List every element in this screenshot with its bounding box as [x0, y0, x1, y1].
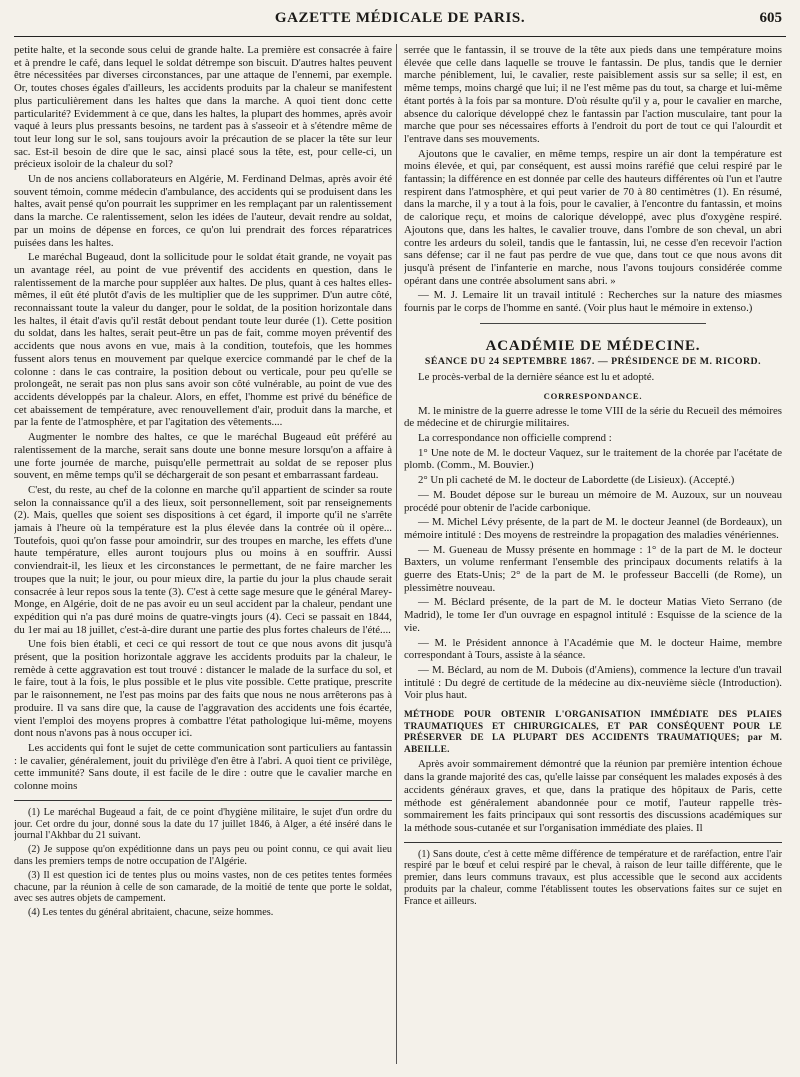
- paragraph: La correspondance non officielle comprend :: [418, 431, 612, 444]
- paragraph: — M. le Président annonce à l'Académie que M. le docteur Haime, membre correspondant à Tours, assiste à la séance.: [404, 636, 782, 662]
- paragraph: Le maréchal Bugeaud, dont la sollicitude pour le soldat était grande, ne voyait pas un avantage réel, au point de vue préventif des accidents en question, dans le ralentissement de la marche pour suppléer aux haltes. De plus, quant à ces haltes elles-mêmes, il eût été plutôt d'avis de les multiplier que de les supprimer. D'un autre côté, reconnaissant toute la valeur du danger, pour le soldat, de la position horizontale dans les haltes, il était d'avis qu'il restât debout pendant toute leur durée (1). Cette position du soldat, dans les haltes, serait peut-être un pas de fait, comme moyen préventif des accidents que nous avons en vue, mais à la condition, toutefois, que les hommes fussent alors tenus en mouvement par quelque exercice commandé par le chef de la colonne : dans le cas contraire, la position debout ou verticale, pour peu qu'elle se prolongeât, ne serait pas non plus sans avoir son côté vulnérable, au point de vue des accidents développés par la chaleur. Alors, en effet, l'homme est privé du bénéfice de cet abaissement de température, avec renouvellement d'air, produit dans la marche, et par la fente de l'atmosphère, et par l'agitation des vêtements....: [14, 251, 392, 429]
- footnote: (1) Le maréchal Bugeaud a fait, de ce point d'hygiène militaire, le sujet d'un ordre du jour. Cet ordre du jour, donné sous la date du 17 juillet 1846, à Alger, a été inséré dans le journal l'Akhbar du 21 suivant.: [14, 806, 392, 842]
- footnote: (2) Je suppose qu'on expéditionne dans un pays peu ou point connu, ce qui avait lieu dans les premiers temps de notre occupation de l'Algérie.: [14, 844, 392, 867]
- page-number: 605: [759, 10, 782, 26]
- paragraph: Ajoutons que le cavalier, en même temps, respire un air dont la température est moins élevée, et qui, par conséquent, est aussi moins raréfié que celui respiré par le fantassin; la différence en est donnée par celle des hauteurs différentes où l'un et l'autre respirent dans l'atmosphère, et qui peut varier de 70 à 80 centimètres (1). En résumé, dans la marche, il y a tout à la fois, pour le cavalier, à l'encontre du fantassin, et moins de calorique reçu, et moins de calorique développé, avec plus d'oxygène respiré. Ajoutons que, dans les haltes, le cavalier trouve, dans l'ombre de son cheval, un abri contre les ardeurs du soleil, tandis que le fantassin, lui, ne cesse d'en recevoir l'action sans défense; car il ne faut pas perdre de vue que, dans tout ce que nous avons dit jusqu'à présent de l'infanterie en marche, nous l'avons toujours considérée comme opérant dans une contrée absolument sans abri. »: [404, 147, 782, 287]
- paragraph: Un de nos anciens collaborateurs en Algérie, M. Ferdinand Delmas, après avoir été souvent témoin, comme médecin d'ambulance, des accidents qui se produisent dans les haltes, avait pensé qu'on pourrait les supprimer en les remplaçant par un ralentissement dans la marche. Ce ralentissement, selon les idées de l'auteur, devait rendre au soldat, par un moins de dépense en forces, ce qu'on lui prendrait des forces réparatrices puisées dans les haltes.: [14, 173, 392, 249]
- section-title: ACADÉMIE DE MÉDECINE.: [485, 337, 701, 354]
- footnote: (4) Les tentes du général abritaient, chacune, seize hommes.: [28, 907, 274, 919]
- column-divider: [396, 44, 397, 1064]
- correspondence-heading: CORRESPONDANCE.: [543, 390, 643, 401]
- session-heading: SÉANCE DU 24 SEPTEMBRE 1867. — PRÉSIDENCE DE M. RICORD.: [424, 356, 762, 368]
- journal-title: GAZETTE MÉDICALE DE PARIS.: [274, 10, 526, 26]
- header-rule: [14, 36, 786, 37]
- paragraph: Après avoir sommairement démontré que la réunion par première intention échoue dans la grande majorité des cas, qu'elle laisse par conséquent les malades exposés à des accidents généraux graves, et que, dans la pratique des hôpitaux de Paris, cette méthode est généralement abandonnée pour ce motif, l'auteur rappelle très-sommairement les faits principaux qui sont ressortis des discussions académiques sur la méthode sous-cutanée et sur l'organisation immédiate des plaies. Il: [404, 758, 782, 834]
- paragraph: Les accidents qui font le sujet de cette communication sont particuliers au fantassin : le cavalier, généralement, jouit du privilège d'en être à l'abri. A quoi tient ce privilège, cette immunité? Sans doute, il est facile de le dire : outre que le cavalier marche en colonne moins: [14, 741, 392, 793]
- paragraph: serrée que le fantassin, il se trouve de la tête aux pieds dans une température moins élevée que celle dans laquelle se trouve le fantassin. De plus, tandis que le dernier marche péniblement, lui, le cavalier, reste paisiblement assis sur sa selle; il est, en même temps, moins chargé que lui; il ne l'est même pas du tout, sa charge et lui-même étant portés à la fois par sa monture. D'où résulte qu'il y a, pour le cavalier en marche, absence du calorique développé chez le fantassin par l'action musculaire, tant pour la marche que pour ses nécessaires efforts à l'endroit du port de tout ce qui l'alourdit et l'entrave dans ses mouvements.: [404, 44, 782, 145]
- paragraph: — M. J. Lemaire lit un travail intitulé : Recherches sur la nature des miasmes fournis par le corps de l'homme en santé. (Voir plus haut le mémoire in extenso.): [404, 289, 782, 315]
- paragraph: Le procès-verbal de la dernière séance est lu et adopté.: [418, 371, 655, 384]
- section-rule: [480, 323, 707, 324]
- paragraph: 2° Un pli cacheté de M. le docteur de Labordette (de Lisieux). (Accepté.): [418, 474, 735, 487]
- paragraph: Augmenter le nombre des haltes, ce que le maréchal Bugeaud eût préféré au ralentissement de la marche, serait sans doute une bonne mesure lorsqu'on a affaire à une forte journée de marche, puisqu'elle permettrait au soldat de se reposer plus souvent, en même temps qu'il se déchargerait de son pesant et embarrassant fardeau.: [14, 431, 392, 482]
- paragraph: — M. Boudet dépose sur le bureau un mémoire de M. Auzoux, sur un nouveau procédé pour obtenir de l'acide carbonique.: [404, 488, 782, 514]
- paragraph: petite halte, et la seconde sous celui de grande halte. La première est consacrée à faire et à prendre le café, dans lequel le soldat détrempe son biscuit. D'autres haltes peuvent être nécessitées par diverses circonstances, par une attaque de l'ennemi, par exemple. Or, toutes choses égales d'ailleurs, les accidents produits par la chaleur se manifestent plus particulièrement dans les haltes que dans la marche. A quoi tient donc cette particularité? Evidemment à ce que, dans les haltes, la plupart des hommes, après avoir vaqué à leurs plus pressants besoins, ne tardent pas à s'asseoir et à s'étendre même de tout leur long sur le sol, sans toujours avoir la précaution de se placer la tête sur leur sac. Est-il besoin de dire que le sac, ainsi placé sous la tête, est, pour celle-ci, un précieux isoloir de la chaleur du sol?: [14, 44, 392, 171]
- left-column: [14, 44, 392, 1067]
- paragraph: Une fois bien établi, et ceci ce qui ressort de tout ce que nous avons dit jusqu'à présent, que la position horizontale aggrave les accidents produits par la chaleur, le remède à cette aggravation est tout trouvé : distancer le malade de la surface du sol, et le faire, tout à la fois, le plus possible et le plus vite possible. Cette pratique, prescrite par le raisonnement, ne l'est pas moins par des faits que nous ne nous arrêterons pas à produire. Il va sans dire que, la cause de l'aggravation des accidents une fois écartée, vient l'emploi des moyens propres à combattre l'état pathologique lui-même, moyens dont nous n'avons pas à nous occuper ici.: [14, 638, 392, 740]
- paragraph: — M. Gueneau de Mussy présente en hommage : 1° de la part de M. le docteur Baxters, un volume renfermant l'ensemble des principaux documents relatifs à la guerre des Etats-Unis; 2° de la part de M. le professeur Baccelli (de Rome), un plessimètre nouveau.: [404, 543, 782, 594]
- footnote-rule: [404, 842, 782, 843]
- footnote-rule: [14, 800, 392, 801]
- method-heading: MÉTHODE POUR OBTENIR L'ORGANISATION IMMÉDIATE DES PLAIES TRAUMATIQUES ET CHIRURGICALES, ET PAR CONSÉQUENT POUR LE PRÉSERVER DE LA PLUPART DES ACCIDENTS TRAUMATIQUES; par M. ABEILLE.: [404, 710, 782, 755]
- paragraph: M. le ministre de la guerre adresse le tome VIII de la série du Recueil des mémoires de médecine et de chirurgie militaires.: [404, 404, 782, 430]
- right-column: [404, 44, 782, 1067]
- paragraph: — M. Michel Lévy présente, de la part de M. le docteur Jeannel (de Bordeaux), un mémoire intitulé : Des moyens de restreindre la propagation des maladies vénériennes.: [404, 516, 782, 541]
- paragraph: 1° Une note de M. le docteur Vaquez, sur le traitement de la chorée par l'acétate de plomb. (Comm., M. Bouvier.): [404, 446, 782, 472]
- paragraph: — M. Béclard, au nom de M. Dubois (d'Amiens), commence la lecture d'un travail intitulé : Du degré de certitude de la médecine au dix-neuvième siècle (Introduction). Voir plus haut.: [404, 663, 782, 702]
- page-header: [14, 8, 786, 30]
- paragraph: C'est, du reste, au chef de la colonne en marche qu'il appartient de scinder sa route selon la connaissance qu'il a des lieux, soit personnellement, soit par renseignements (2). Mais, quelles que soient ses dispositions à cet égard, il importe qu'il ne s'arrête jamais à l'heure où la température est la plus élevée dans la contrée où il opère... Toutefois, quoi qu'on fasse pour amoindrir, sur des troupes en marche, les effets d'une haute température, elles auront toujours plus ou moins à en souffrir. Aussi conviendrait-il, les lieux et les circonstances le permettant, de ne faire marcher les troupes que la nuit; le jour, ou pour mieux dire, la partie du jour la plus chaude serait consacrée à leur repos sous la tente (3). C'est à cette sage mesure que le général Marey-Monge, en Algérie, doit de ne pas avoir eu un seul accident par la chaleur, pendant une expédition qui n'a pas duré moins de quatre-vingts jours (4). Ceci se passait en 1844, du 1er mai au 18 juillet, c'est-à-dire durant une partie des plus fortes chaleurs de l'été....: [14, 483, 392, 636]
- footnote: (3) Il est question ici de tentes plus ou moins vastes, non de ces petites tentes formées chacune, par la réunion à celle de son camarade, de la moitié de tente que porte le soldat, avec ses autres objets de campement.: [14, 869, 392, 905]
- footnote: (1) Sans doute, c'est à cette même différence de température et de raréfaction, entre l'air respiré par le bœuf et celui respiré par le cheval, à raison de leur taille différente, que le premier, dans leurs communs travaux, est plus accessible que le second aux accidents produits par la chaleur, comme l'établissent toutes les observations faites sur ce sujet en France et ailleurs.: [404, 848, 782, 907]
- paragraph: — M. Béclard présente, de la part de M. le docteur Matias Vieto Serrano (de Madrid), le tome Ier d'un ouvrage en espagnol intitulé : Esquisse de la science de la vie.: [404, 596, 782, 634]
